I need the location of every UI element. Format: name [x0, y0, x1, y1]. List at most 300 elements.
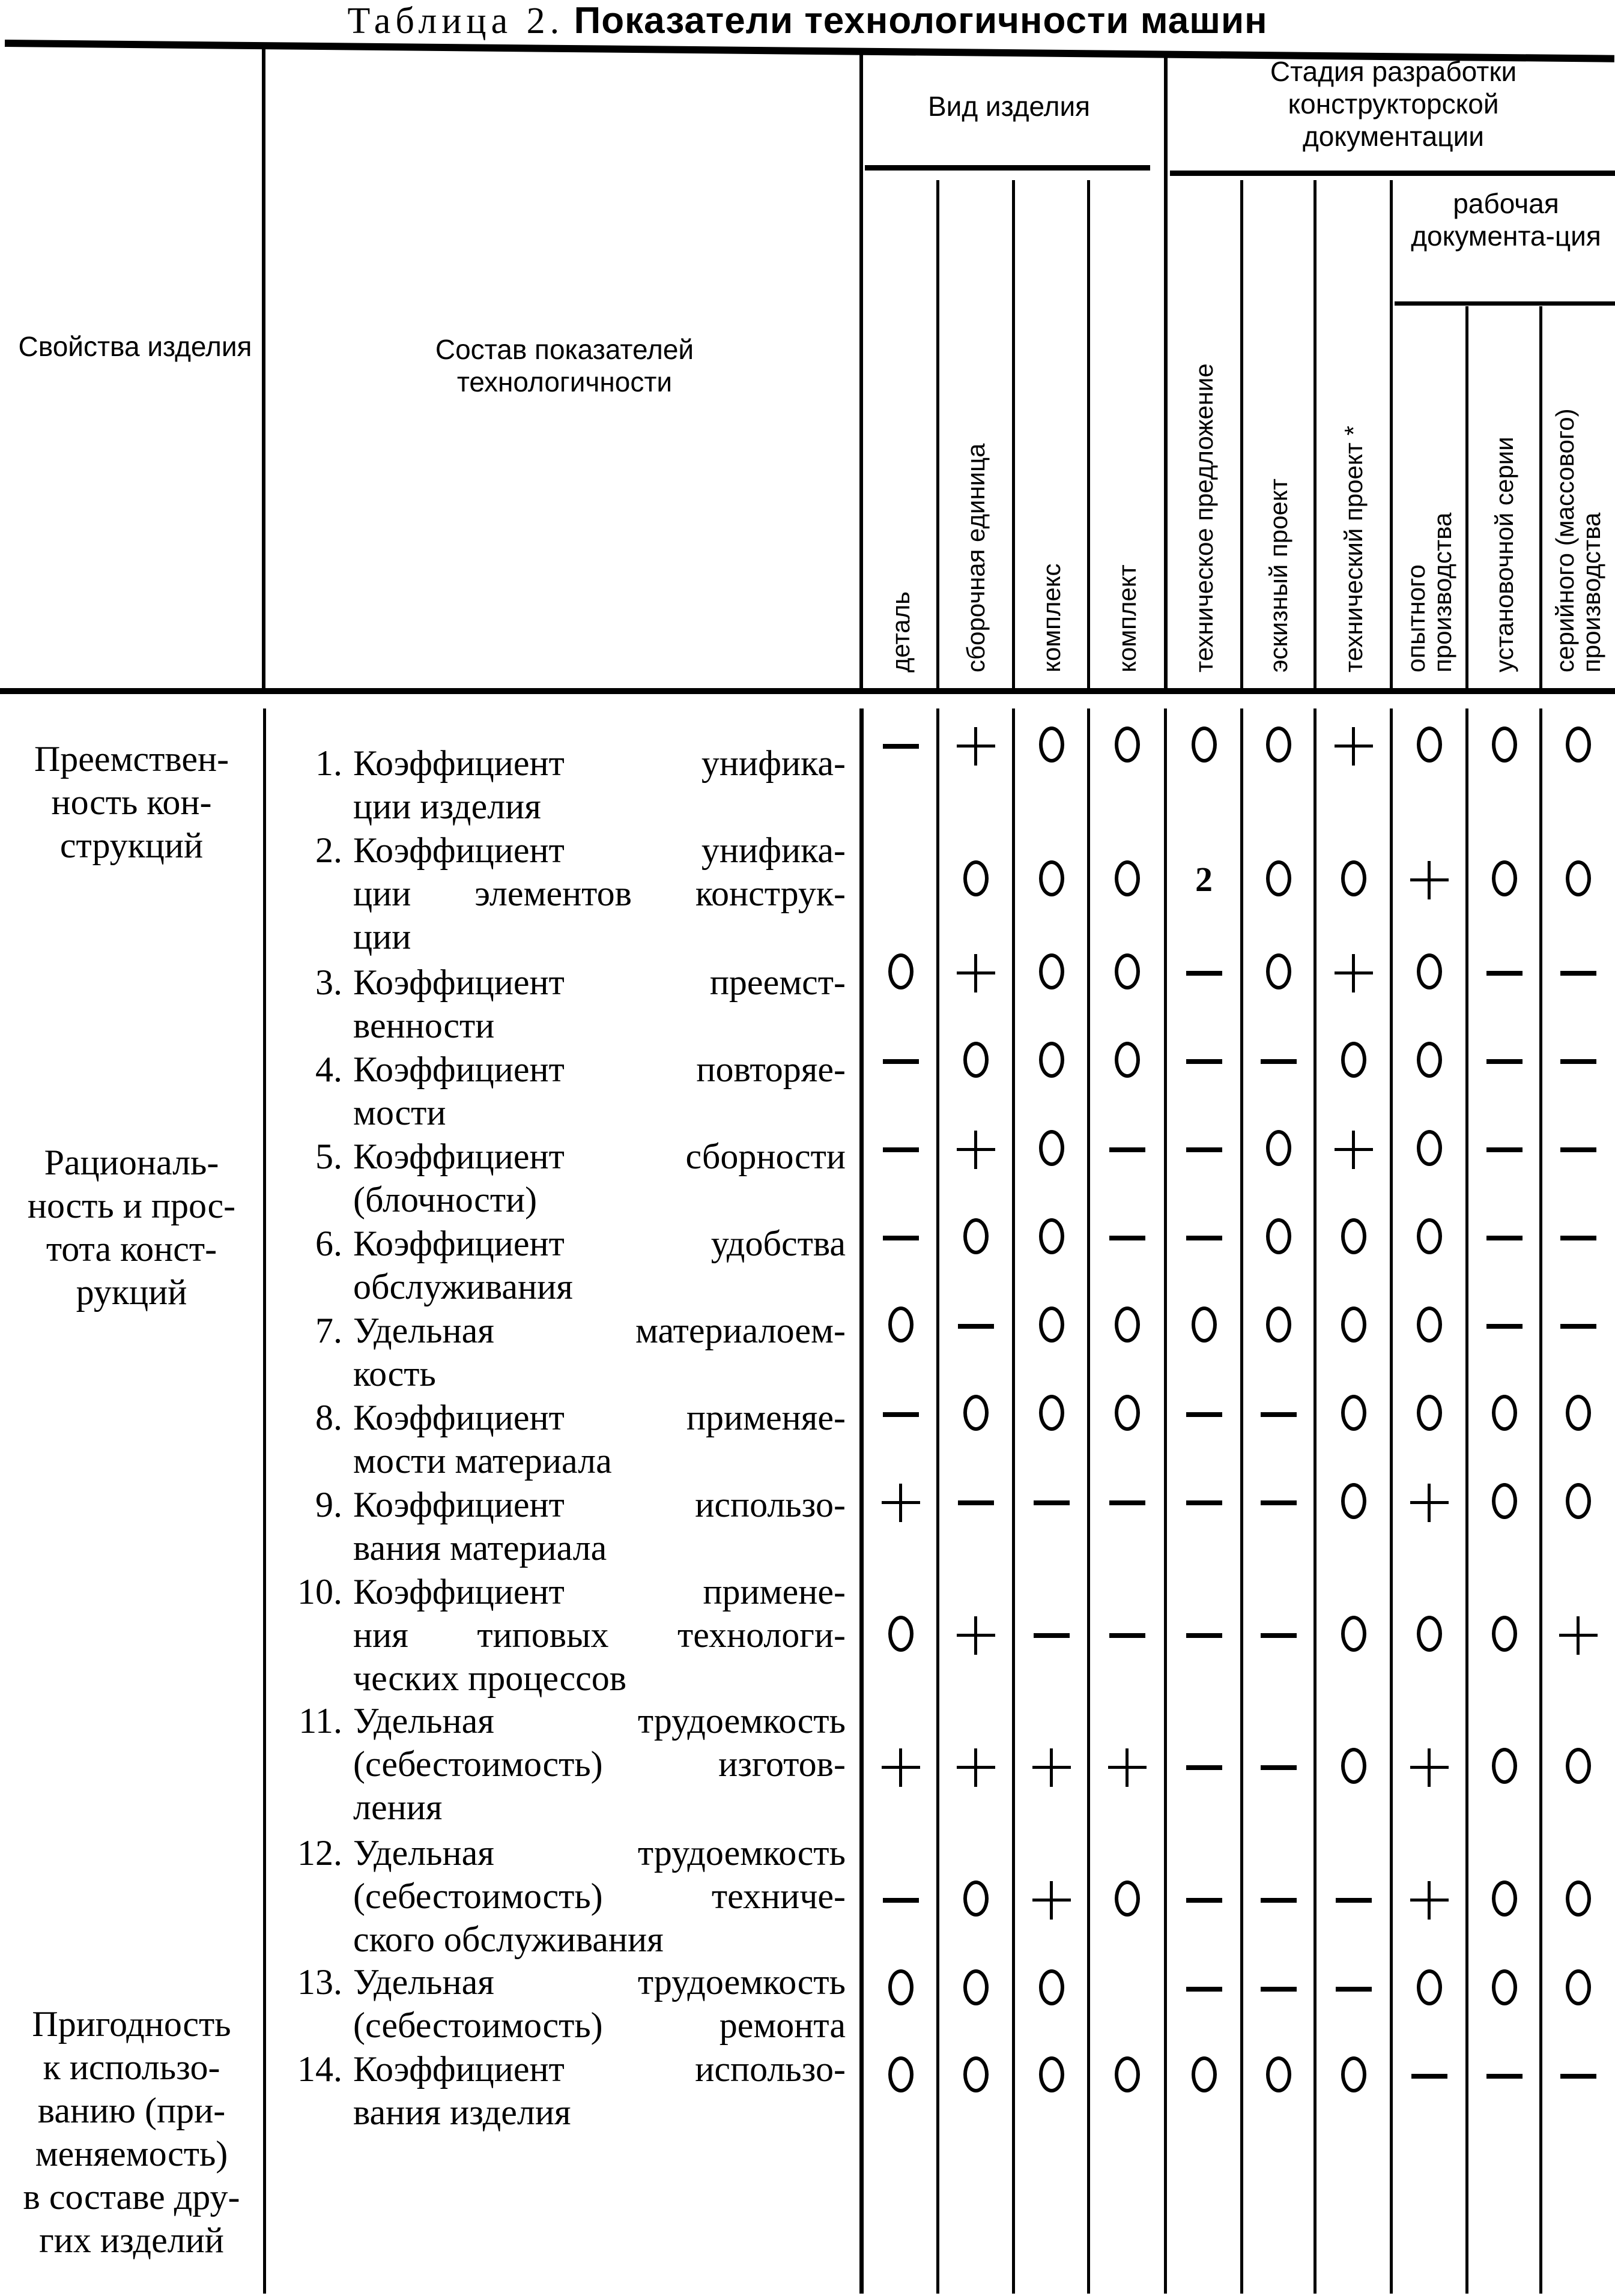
column-header-kit — [1114, 564, 1141, 672]
header-column-divider — [1012, 180, 1015, 688]
circle-mark-icon — [1417, 1218, 1442, 1254]
table-cell — [1090, 1610, 1165, 1658]
table-cell — [1541, 1875, 1615, 1923]
dash-mark-icon — [1411, 2074, 1447, 2079]
indicator-line — [270, 742, 847, 785]
indicator-line — [270, 1222, 847, 1265]
table-cell — [1541, 721, 1615, 769]
table-cell — [1014, 947, 1089, 995]
vline-ind — [859, 52, 863, 688]
table-cell — [1167, 721, 1241, 769]
table-cell — [864, 1124, 938, 1172]
table-cell — [1014, 1477, 1089, 1525]
indicator-line — [270, 785, 847, 828]
indicator-row — [270, 961, 847, 1047]
indicator-number: 11. — [298, 1701, 342, 1741]
table-cell — [1392, 1389, 1467, 1437]
dash-mark-icon — [1486, 2074, 1523, 2079]
table-cell — [1467, 1610, 1542, 1658]
table-cell — [1467, 1742, 1542, 1790]
header-column-divider — [1465, 306, 1468, 688]
indicator-row — [270, 1309, 847, 1395]
table-cell — [1241, 947, 1316, 995]
plus-mark-icon — [1335, 954, 1373, 992]
indicator-line — [270, 1352, 847, 1395]
circle-mark-icon — [1115, 860, 1140, 896]
working-docs-group-label: рабочая документа-ция — [1411, 188, 1601, 252]
table-cell — [1167, 1036, 1241, 1084]
table-cell — [1090, 1389, 1165, 1437]
table-cell — [1090, 1875, 1165, 1923]
indicator-line — [270, 1613, 847, 1657]
indicator-number: 2. — [315, 830, 342, 870]
circle-mark-icon — [1341, 860, 1366, 896]
header-column-divider — [936, 180, 939, 688]
table-cell — [1014, 1875, 1089, 1923]
dash-mark-icon — [1034, 1633, 1070, 1638]
indicator-text: обслуживания — [353, 1267, 573, 1307]
indicator-text: Коэффициент повторяе- — [353, 1050, 846, 1089]
indicator-row — [270, 1699, 847, 1829]
column-header-complex — [1038, 563, 1065, 672]
indicator-text: ческих процессов — [353, 1658, 627, 1698]
table-cell — [1392, 1212, 1467, 1260]
indicator-number: 9. — [315, 1485, 342, 1524]
indicator-text: Коэффициент примене- — [353, 1572, 846, 1612]
property-group-line: к использо- — [43, 2047, 220, 2087]
circle-mark-icon — [1492, 1748, 1517, 1784]
circle-mark-icon — [963, 1218, 989, 1254]
table-cell — [864, 1875, 938, 1923]
table-cell — [1467, 1212, 1542, 1260]
plus-mark-icon — [957, 727, 995, 766]
property-group-line: гих изделий — [39, 2220, 224, 2260]
column-header-label: комплекс — [1037, 563, 1065, 672]
circle-mark-icon — [1266, 1218, 1291, 1254]
circle-mark-icon — [1039, 953, 1064, 989]
circle-mark-icon — [1266, 1307, 1291, 1343]
table-cell — [1467, 947, 1542, 995]
plus-mark-icon — [957, 954, 995, 992]
dash-mark-icon — [883, 744, 919, 749]
indicator-text: Коэффициент преемст- — [353, 962, 846, 1002]
circle-mark-icon — [1566, 1969, 1591, 2005]
indicator-number: 6. — [315, 1224, 342, 1263]
product-type-subrule — [865, 165, 1150, 171]
indicator-row — [270, 829, 847, 958]
stage-subrule — [1170, 171, 1615, 176]
table-cell — [1317, 1389, 1391, 1437]
dash-mark-icon — [1336, 1987, 1372, 1992]
table-cell — [1241, 1036, 1316, 1084]
circle-mark-icon — [1341, 1395, 1366, 1431]
table-cell — [939, 1036, 1013, 1084]
circle-mark-icon — [1566, 1483, 1591, 1519]
indicator-line — [270, 961, 847, 1004]
table-cell — [1541, 854, 1615, 902]
dash-mark-icon — [1486, 1236, 1523, 1240]
table-cell — [1241, 1875, 1316, 1923]
column-header-label: серийного (массового) производства — [1550, 408, 1605, 672]
indicator-text: (себестоимость) техниче- — [353, 1876, 846, 1916]
indicator-line — [270, 1786, 847, 1829]
table-cell — [1014, 1036, 1089, 1084]
property-group — [8, 737, 255, 867]
table-cell — [939, 2050, 1013, 2098]
table-cell — [1541, 1610, 1615, 1658]
property-group-line: рукций — [76, 1272, 187, 1312]
table-cell — [864, 1389, 938, 1437]
circle-mark-icon — [888, 953, 914, 989]
table-cell — [1167, 1477, 1241, 1525]
column-header-pilot-series — [1491, 437, 1518, 672]
table-cell — [1167, 1963, 1241, 2011]
indicator-line — [270, 1135, 847, 1178]
circle-mark-icon — [963, 860, 989, 896]
indicator-number: 14. — [297, 2049, 342, 2089]
table-cell — [1467, 1389, 1542, 1437]
indicator-number: 12. — [297, 1833, 342, 1873]
table-cell — [1317, 1477, 1391, 1525]
circle-mark-icon — [888, 1969, 914, 2005]
table-cell — [1014, 854, 1089, 902]
indicator-line — [270, 1265, 847, 1308]
table-cell — [1167, 947, 1241, 995]
table-cell — [1541, 1124, 1615, 1172]
table-cell — [939, 721, 1013, 769]
stage-group-label: Стадия разработки конструкторской документации — [1270, 56, 1517, 152]
table-cell — [1392, 1742, 1467, 1790]
indicator-row — [270, 1048, 847, 1134]
table-cell — [1241, 1963, 1316, 2011]
property-group-line: ность и прос- — [27, 1186, 236, 1225]
table-cell — [1090, 1742, 1165, 1790]
circle-mark-icon — [1417, 1969, 1442, 2005]
plus-mark-icon — [957, 1616, 995, 1655]
table-cell — [1541, 1389, 1615, 1437]
indicator-number: 7. — [315, 1311, 342, 1350]
plus-mark-icon — [1410, 861, 1449, 899]
table-cell — [1241, 1742, 1316, 1790]
indicators-column-header — [372, 333, 757, 398]
stage-group-header — [1195, 55, 1592, 153]
table-cell — [1467, 1477, 1542, 1525]
dash-mark-icon — [1560, 971, 1596, 976]
table-cell — [1014, 1610, 1089, 1658]
table-cell — [1014, 1301, 1089, 1349]
table-cell — [1541, 1477, 1615, 1525]
table-cell — [1467, 1124, 1542, 1172]
indicator-line — [270, 2004, 847, 2047]
indicator-row — [270, 1570, 847, 1700]
table-cell — [1090, 1212, 1165, 1260]
indicator-line — [270, 1309, 847, 1352]
indicator-text: (себестоимость) изготов- — [353, 1744, 846, 1784]
dash-mark-icon — [883, 1236, 919, 1240]
table-cell — [1317, 1875, 1391, 1923]
dash-mark-icon — [1560, 2074, 1596, 2079]
property-group-line: Пригодность — [32, 2004, 231, 2044]
table-cell — [1392, 1301, 1467, 1349]
circle-mark-icon — [888, 1616, 914, 1652]
indicator-number: 5. — [315, 1137, 342, 1176]
table-cell — [1014, 2050, 1089, 2098]
table-cell — [939, 1963, 1013, 2011]
property-group-line: ность кон- — [51, 782, 212, 822]
table-cell — [1167, 854, 1241, 902]
indicator-line — [270, 1918, 847, 1961]
table-cell — [864, 1963, 938, 2011]
dash-mark-icon — [883, 1147, 919, 1152]
circle-mark-icon — [1417, 1042, 1442, 1078]
table-cell — [1392, 2050, 1467, 2098]
property-group-line: струкций — [59, 826, 204, 865]
circle-mark-icon — [1341, 1218, 1366, 1254]
indicator-text: ления — [353, 1787, 443, 1827]
indicator-text: мости — [353, 1093, 446, 1132]
indicator-text: ния типовых технологи- — [353, 1615, 846, 1655]
plus-mark-icon — [957, 1131, 995, 1169]
circle-mark-icon — [1341, 1748, 1366, 1784]
plus-mark-icon — [1559, 1616, 1598, 1655]
table-cell — [1090, 2050, 1165, 2098]
indicator-row — [270, 1831, 847, 1961]
circle-mark-icon — [1417, 1307, 1442, 1343]
table-cell — [1167, 1610, 1241, 1658]
header-column-divider — [1087, 180, 1090, 688]
table-cell — [1090, 947, 1165, 995]
dash-mark-icon — [1109, 1147, 1145, 1152]
table-cell — [1167, 1742, 1241, 1790]
column-header-label: комплект — [1113, 564, 1141, 672]
property-group-line: Рациональ- — [44, 1143, 219, 1182]
circle-mark-icon — [1192, 1307, 1217, 1343]
circle-mark-icon — [1115, 727, 1140, 763]
table-cell — [1014, 1963, 1089, 2011]
property-group — [8, 2002, 255, 2262]
table-cell — [864, 721, 938, 769]
table-cell — [864, 1477, 938, 1525]
indicator-text: Удельная материалоем- — [353, 1311, 846, 1350]
properties-column-header — [12, 330, 258, 363]
table-cell — [1014, 1212, 1089, 1260]
circle-mark-icon — [1039, 860, 1064, 896]
indicator-text: вания материала — [353, 1528, 607, 1568]
dash-mark-icon — [1034, 1500, 1070, 1505]
circle-mark-icon — [1417, 953, 1442, 989]
table-cell — [939, 854, 1013, 902]
dash-mark-icon — [883, 1059, 919, 1064]
table-cell — [939, 947, 1013, 995]
table-cell — [1392, 1036, 1467, 1084]
table-cell — [939, 1742, 1013, 1790]
plus-mark-icon — [1410, 1484, 1449, 1522]
dash-mark-icon — [1186, 1500, 1222, 1505]
indicator-number: 3. — [315, 962, 342, 1002]
dash-mark-icon — [1186, 1236, 1222, 1240]
circle-mark-icon — [888, 2056, 914, 2092]
indicator-line — [270, 2047, 847, 2091]
plus-mark-icon — [1032, 1748, 1071, 1787]
table-cell — [1541, 1212, 1615, 1260]
column-header-tech-proposal — [1190, 363, 1218, 672]
dash-mark-icon — [1186, 1412, 1222, 1417]
product-type-group-label: Вид изделия — [927, 91, 1091, 122]
table-cell — [864, 1610, 938, 1658]
property-group-line: ванию (при- — [37, 2091, 226, 2130]
circle-mark-icon — [1417, 1395, 1442, 1431]
dash-mark-icon — [1261, 1500, 1297, 1505]
header-column-divider — [1390, 180, 1393, 688]
indicator-number: 10. — [297, 1572, 342, 1612]
circle-mark-icon — [963, 1881, 989, 1917]
indicator-text: ции изделия — [353, 787, 541, 826]
table-cell — [1241, 1124, 1316, 1172]
table-cell — [1467, 2050, 1542, 2098]
table-cell — [1467, 1036, 1542, 1084]
circle-mark-icon — [963, 1042, 989, 1078]
dash-mark-icon — [1261, 1059, 1297, 1064]
table-cell — [1541, 1742, 1615, 1790]
indicator-line — [270, 1699, 847, 1742]
plus-mark-icon — [882, 1484, 920, 1522]
column-header-label: опытного производства — [1402, 512, 1456, 672]
indicator-line — [270, 1483, 847, 1526]
table-cell — [1317, 1124, 1391, 1172]
plus-mark-icon — [1410, 1748, 1449, 1787]
column-header-pilot-production — [1403, 444, 1456, 672]
indicator-line — [270, 1396, 847, 1439]
table-cell — [1317, 2050, 1391, 2098]
table-cell — [1392, 1477, 1467, 1525]
table-cell — [1392, 1610, 1467, 1658]
indicator-text: Коэффициент сборности — [353, 1137, 846, 1176]
circle-mark-icon — [1115, 1307, 1140, 1343]
circle-mark-icon — [1492, 1969, 1517, 2005]
indicator-line — [270, 1875, 847, 1918]
plus-mark-icon — [882, 1748, 920, 1787]
column-header-label: деталь — [886, 591, 915, 672]
dash-mark-icon — [1186, 1765, 1222, 1770]
body-column-divider — [263, 708, 266, 2294]
circle-mark-icon — [1341, 1307, 1366, 1343]
dash-mark-icon — [1109, 1236, 1145, 1240]
circle-mark-icon — [1492, 860, 1517, 896]
circle-mark-icon — [1266, 860, 1291, 896]
circle-mark-icon — [1492, 1881, 1517, 1917]
circle-mark-icon — [963, 1395, 989, 1431]
table-cell — [1167, 1212, 1241, 1260]
circle-mark-icon — [1115, 2056, 1140, 2092]
circle-mark-icon — [1417, 727, 1442, 763]
plus-mark-icon — [1108, 1748, 1147, 1787]
circle-mark-icon — [1039, 2056, 1064, 2092]
table-caption: Показатели технологичности машин — [574, 0, 1268, 41]
indicator-text: Коэффициент применяе- — [353, 1398, 846, 1437]
indicator-text: Удельная трудоемкость — [353, 1701, 846, 1741]
table-cell — [864, 1742, 938, 1790]
dash-mark-icon — [1486, 1324, 1523, 1329]
table-cell — [1392, 947, 1467, 995]
indicator-text: венности — [353, 1006, 495, 1045]
table-cell — [1541, 947, 1615, 995]
column-header-label: установочной серии — [1489, 437, 1518, 672]
indicator-text: ского обслуживания — [353, 1920, 664, 1959]
column-header-detail — [887, 591, 915, 672]
dash-mark-icon — [1560, 1059, 1596, 1064]
circle-mark-icon — [1566, 727, 1591, 763]
circle-mark-icon — [1039, 1307, 1064, 1343]
column-header-assembly-unit — [962, 443, 990, 672]
circle-mark-icon — [1115, 1042, 1140, 1078]
table-cell — [1167, 2050, 1241, 2098]
indicator-row — [270, 1483, 847, 1569]
dash-mark-icon — [883, 1412, 919, 1417]
table-cell — [1317, 1301, 1391, 1349]
indicator-text: Коэффициент удобства — [353, 1224, 846, 1263]
table-cell — [1090, 1124, 1165, 1172]
dash-mark-icon — [1109, 1500, 1145, 1505]
circle-mark-icon — [1192, 2056, 1217, 2092]
circle-mark-icon — [1566, 860, 1591, 896]
plus-mark-icon — [1335, 1131, 1373, 1169]
dash-mark-icon — [1560, 1236, 1596, 1240]
header-column-divider — [1539, 306, 1542, 688]
circle-mark-icon — [1266, 727, 1291, 763]
table-cell — [1317, 854, 1391, 902]
circle-mark-icon — [1115, 1881, 1140, 1917]
circle-mark-icon — [1492, 1616, 1517, 1652]
table-cell — [864, 1036, 938, 1084]
table-cell — [1317, 1963, 1391, 2011]
table-cell — [1014, 1742, 1089, 1790]
vline-stage — [1164, 54, 1168, 688]
column-header-serial-production — [1552, 348, 1605, 672]
table-cell — [939, 1212, 1013, 1260]
dash-mark-icon — [1186, 971, 1222, 976]
table-cell — [1241, 1212, 1316, 1260]
table-cell — [1467, 1875, 1542, 1923]
property-group-line: тота конст- — [46, 1229, 217, 1269]
table-cell — [1090, 721, 1165, 769]
property-group-line: в составе дру- — [23, 2177, 240, 2217]
circle-mark-icon — [1341, 1042, 1366, 1078]
table-cell — [1241, 854, 1316, 902]
indicator-line — [270, 1048, 847, 1091]
table-cell — [1392, 1963, 1467, 2011]
circle-mark-icon — [1115, 953, 1140, 989]
table-cell — [1467, 854, 1542, 902]
dash-mark-icon — [1336, 1898, 1372, 1903]
circle-mark-icon — [1039, 1130, 1064, 1166]
indicator-line — [270, 1178, 847, 1221]
working-docs-group-header — [1399, 187, 1613, 252]
circle-mark-icon — [1492, 1395, 1517, 1431]
dash-mark-icon — [1261, 1765, 1297, 1770]
dash-mark-icon — [1186, 1987, 1222, 1992]
table-cell — [1090, 854, 1165, 902]
table-cell — [1467, 721, 1542, 769]
indicators-column-label: Состав показателей технологичности — [435, 334, 694, 397]
indicator-line — [270, 1439, 847, 1482]
circle-mark-icon — [1039, 1218, 1064, 1254]
dash-mark-icon — [1560, 1324, 1596, 1329]
circle-mark-icon — [888, 1307, 914, 1343]
table-cell — [864, 1301, 938, 1349]
dash-mark-icon — [1186, 1147, 1222, 1152]
indicator-text: Коэффициент использо- — [353, 1485, 846, 1524]
circle-mark-icon — [1266, 1130, 1291, 1166]
